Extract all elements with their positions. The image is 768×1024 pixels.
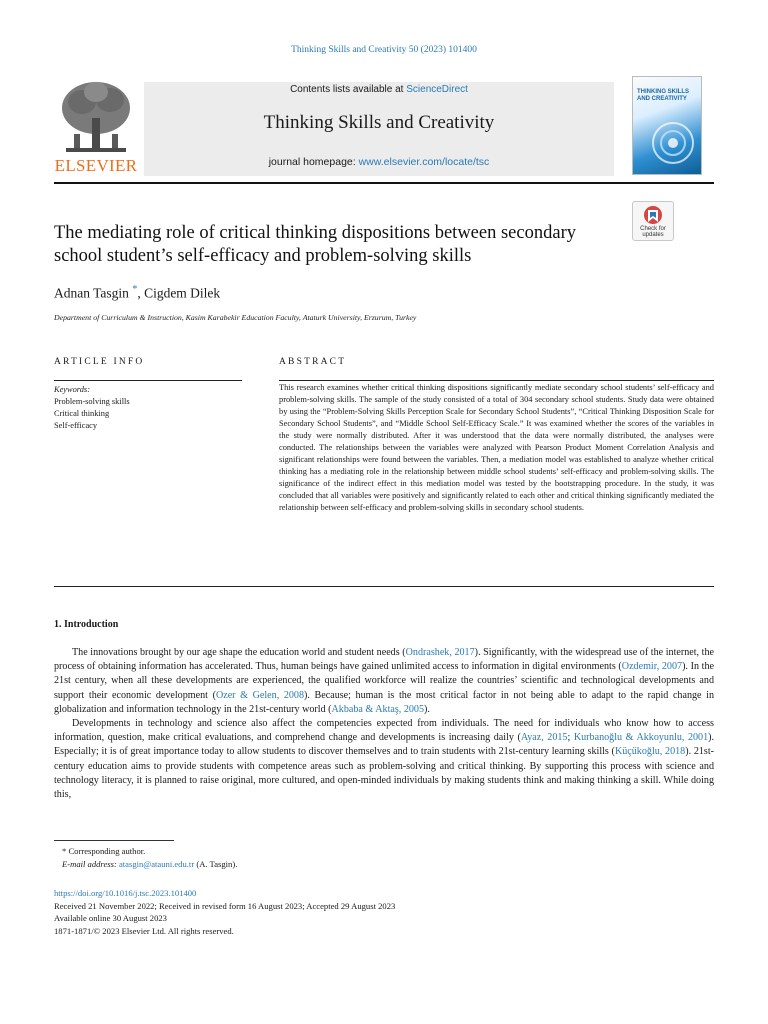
journal-header xyxy=(144,82,614,176)
keyword-item: Critical thinking xyxy=(54,409,110,418)
reference-link[interactable]: Kurbanoğlu & Akkoyunlu, 2001 xyxy=(573,732,709,744)
doi-link[interactable]: https://doi.org/10.1016/j.tsc.2023.101400 xyxy=(54,888,197,898)
contents-line: Contents lists available at ScienceDirect xyxy=(290,84,468,95)
corresponding-author-mark[interactable]: * xyxy=(132,284,138,295)
reference-link[interactable]: Ozer & Gelen, 2008 xyxy=(215,689,305,701)
author-list: Adnan Tasgin *, Cigdem Dilek xyxy=(54,284,221,301)
keyword-item: Self-efficacy xyxy=(54,421,98,430)
header-rule xyxy=(54,182,714,184)
keyword-item: Problem-solving skills xyxy=(54,397,130,406)
check-for-updates-button[interactable] xyxy=(632,201,674,241)
footnote-rule xyxy=(54,840,174,841)
introduction-body xyxy=(54,646,714,802)
keywords-block xyxy=(54,384,130,432)
abstract-rule xyxy=(279,380,714,381)
abstract-bottom-rule xyxy=(54,586,714,587)
corresponding-author-note: * Corresponding author. xyxy=(62,846,146,856)
abstract-heading: ABSTRACT xyxy=(279,357,347,367)
reference-link[interactable]: Ondrashek, 2017 xyxy=(405,647,475,658)
reference-link[interactable]: Akbaba & Aktaş, 2005 xyxy=(331,703,425,715)
elsevier-tree-icon xyxy=(52,78,140,156)
elsevier-logo[interactable] xyxy=(52,78,140,176)
sciencedirect-link[interactable]: ScienceDirect xyxy=(406,84,468,95)
reference-link[interactable]: Ayaz, 2015 xyxy=(520,732,568,744)
abstract-text: This research examines whether critical thinking dispositions significantly mediate secondary school students’ self-efficacy and problem-solving skills. The sample of the study consisted of a total of 304 secondary school students. Study data were obtained by using the “Problem-Solving Skills Perception Scale for Secondary School Students”, “Critical Thinking Disposition Scale for Secondary School Students”, and “Middle School Self-Efficacy Scale.” It was examined whether the scores of the variables in the study were normally distributed. After it was understood that the data were normally distributed, the analyses were conducted. The relationships between the variables were analyzed with Pearson Product Moment Correlation Analysis and significant relationships were found between the variables. Then, a mediation model was established to analyze whether critical thinking has a mediating role in the relationship between middle school students’ self-efficacy and problem-solving skills. The significance of the indirect effect in this mediation model was tested by the bootstrapping procedure. In the study, it was concluded that all variables were positively and significantly related to each other and critical thinking significantly mediated the relationship between self-efficacy and problem-solving skills in secondary school students. xyxy=(279,383,714,512)
elsevier-wordmark: ELSEVIER xyxy=(54,156,138,175)
keywords-label: Keywords: xyxy=(54,385,90,394)
publication-info xyxy=(54,887,395,937)
received-dates: Received 21 November 2022; Received in revised form 16 August 2023; Accepted 29 August 2023 xyxy=(54,900,396,911)
paragraph: Developments in technology and science also affect the competencies expected from individuals. The need for individuals who know how to access information, question, make critical evaluations, and comprehend change and developments is increasing daily (Ayaz, 2015; Kurbanoğlu & Akkoyunlu, 2001). Especially; it is of great importance today to allow students to discover themselves and to train students with 21st-century learning skills (Küçükoğlu, 2018). 21st-century education aims to provide students with competence areas such as problem-solving and critical thinking. By supporting this process with science and technology literacy, it is planned to raise original, more cultured, and open-minded individuals by making students think and making thinking a skill. While doing this, xyxy=(54,718,715,801)
article-title: The mediating role of critical thinking dispositions between secondary school student’s self-efficacy and problem-solving skills xyxy=(54,223,576,266)
email-link[interactable]: atasgin@atauni.edu.tr xyxy=(118,858,195,869)
article-info-heading: ARTICLE INFO xyxy=(54,357,145,367)
reference-link[interactable]: Küçükoğlu, 2018 xyxy=(614,746,686,758)
journal-cover-image[interactable] xyxy=(632,76,702,175)
online-date: Available online 30 August 2023 xyxy=(54,913,167,923)
footnote xyxy=(54,845,237,870)
reference-link[interactable]: Ozdemir, 2007 xyxy=(621,661,683,673)
journal-homepage-link[interactable]: www.elsevier.com/locate/tsc xyxy=(358,156,490,168)
homepage-line: journal homepage: www.elsevier.com/locate/tsc xyxy=(268,156,490,168)
journal-citation[interactable]: Thinking Skills and Creativity 50 (2023) 101400 xyxy=(291,45,477,55)
author-name[interactable]: Cigdem Dilek xyxy=(144,285,221,301)
author-name[interactable]: Adnan Tasgin xyxy=(54,285,129,301)
journal-name[interactable]: Thinking Skills and Creativity xyxy=(263,112,495,133)
email-line: E-mail address: atasgin@atauni.edu.tr (A. Tasgin). xyxy=(62,858,238,869)
introduction-heading: 1. Introduction xyxy=(54,619,119,630)
copyright-line: 1871-1871/© 2023 Elsevier Ltd. All rights reserved. xyxy=(54,925,234,936)
cover-title: THINKING SKILLS AND CREATIVITY xyxy=(637,89,689,102)
bookmark-icon xyxy=(633,204,673,228)
check-for-updates-label: Check for updates xyxy=(640,226,666,238)
author-affiliation: Department of Curriculum & Instruction, Kasim Karabekir Education Faculty, Ataturk University, Erzurum, Turkey xyxy=(54,313,417,322)
cover-swirl-icon xyxy=(633,77,701,174)
article-info-rule xyxy=(54,380,242,381)
paragraph: The innovations brought by our age shape the education world and student needs (Ondrashek, 2017). Significantly, with the widespread use of the internet, the process of obtaining information has accelerated. Thus, human beings have gained unlimited access to information in digital environments (Ozdemir, 2007). In the 21st century, when all these developments are experienced, the qualified workforce will realize the countries’ scientific and technological developments and support their economic development (Ozer & Gelen, 2008). Because; human is the most critical factor in not being able to adapt to the rapid change in globalization and information technology in the 21st-century world (Akbaba & Aktaş, 2005). xyxy=(54,647,714,715)
